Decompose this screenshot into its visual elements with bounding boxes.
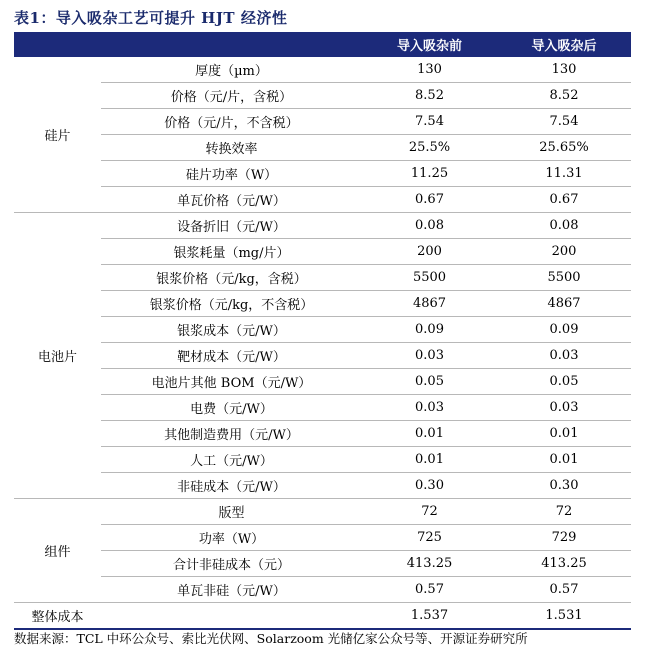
table-row <box>14 317 631 343</box>
table-row <box>14 57 631 83</box>
value-after: 25.65% <box>497 135 631 161</box>
header-after: 导入吸杂后 <box>497 32 631 57</box>
row-item: 人工（元/W） <box>101 447 362 473</box>
value-after: 0.09 <box>497 317 631 343</box>
row-item: 版型 <box>101 499 362 525</box>
table-row <box>14 473 631 499</box>
value-before: 0.67 <box>362 187 497 213</box>
row-item: 价格（元/片，不含税） <box>101 109 362 135</box>
table-row <box>14 551 631 577</box>
table-row <box>14 577 631 603</box>
value-before: 0.03 <box>362 395 497 421</box>
value-after: 0.03 <box>497 343 631 369</box>
table-row <box>14 421 631 447</box>
value-before: 0.09 <box>362 317 497 343</box>
table-title: 表1：导入吸杂工艺可提升 HJT 经济性 <box>14 9 288 27</box>
value-before: 0.08 <box>362 213 497 239</box>
header-before: 导入吸杂前 <box>362 32 497 57</box>
value-after: 0.01 <box>497 447 631 473</box>
row-item: 银浆价格（元/kg，含税） <box>101 265 362 291</box>
row-item: 单瓦价格（元/W） <box>101 187 362 213</box>
value-before: 5500 <box>362 265 497 291</box>
value-after: 0.30 <box>497 473 631 499</box>
cost-table <box>14 32 631 630</box>
value-before: 200 <box>362 239 497 265</box>
source-note: 数据来源：TCL 中环公众号、索比光伏网、Solarzoom 光储亿家公众号等、开源证券研究所 <box>14 631 528 646</box>
row-item: 银浆耗量（mg/片） <box>101 239 362 265</box>
total-before: 1.537 <box>362 603 497 630</box>
row-item: 非硅成本（元/W） <box>101 473 362 499</box>
total-row <box>14 603 631 630</box>
value-after: 0.57 <box>497 577 631 603</box>
value-before: 0.01 <box>362 421 497 447</box>
value-before: 7.54 <box>362 109 497 135</box>
table-row <box>14 525 631 551</box>
group-label: 组件 <box>14 499 101 603</box>
value-before: 0.57 <box>362 577 497 603</box>
group-label: 电池片 <box>14 213 101 499</box>
value-before: 0.03 <box>362 343 497 369</box>
row-item: 转换效率 <box>101 135 362 161</box>
value-before: 4867 <box>362 291 497 317</box>
value-before: 8.52 <box>362 83 497 109</box>
table-row <box>14 135 631 161</box>
row-item: 功率（W） <box>101 525 362 551</box>
header-row <box>14 32 631 57</box>
value-after: 729 <box>497 525 631 551</box>
row-item: 银浆成本（元/W） <box>101 317 362 343</box>
row-item: 厚度（µm） <box>101 57 362 83</box>
value-after: 11.31 <box>497 161 631 187</box>
row-item: 银浆价格（元/kg，不含税） <box>101 291 362 317</box>
value-before: 25.5% <box>362 135 497 161</box>
value-after: 4867 <box>497 291 631 317</box>
row-item: 电费（元/W） <box>101 395 362 421</box>
row-item: 合计非硅成本（元） <box>101 551 362 577</box>
table-row <box>14 395 631 421</box>
table-row <box>14 291 631 317</box>
total-after: 1.531 <box>497 603 631 630</box>
value-before: 72 <box>362 499 497 525</box>
row-item: 靶材成本（元/W） <box>101 343 362 369</box>
row-item: 设备折旧（元/W） <box>101 213 362 239</box>
table-row <box>14 109 631 135</box>
table-row <box>14 343 631 369</box>
value-after: 0.01 <box>497 421 631 447</box>
value-before: 0.01 <box>362 447 497 473</box>
value-after: 0.08 <box>497 213 631 239</box>
value-before: 725 <box>362 525 497 551</box>
table-row <box>14 265 631 291</box>
value-after: 7.54 <box>497 109 631 135</box>
value-before: 0.30 <box>362 473 497 499</box>
value-after: 130 <box>497 57 631 83</box>
value-after: 8.52 <box>497 83 631 109</box>
table-row <box>14 369 631 395</box>
table-row <box>14 187 631 213</box>
value-before: 0.05 <box>362 369 497 395</box>
row-item: 单瓦非硅（元/W） <box>101 577 362 603</box>
total-label: 整体成本 <box>14 603 101 630</box>
row-item: 其他制造费用（元/W） <box>101 421 362 447</box>
table-row <box>14 499 631 525</box>
total-blank <box>101 603 362 630</box>
value-after: 5500 <box>497 265 631 291</box>
header-blank-item <box>101 32 362 57</box>
value-after: 0.05 <box>497 369 631 395</box>
table-row <box>14 213 631 239</box>
value-after: 200 <box>497 239 631 265</box>
table-row <box>14 447 631 473</box>
table-row <box>14 161 631 187</box>
header-blank-group <box>14 32 101 57</box>
value-after: 413.25 <box>497 551 631 577</box>
value-before: 413.25 <box>362 551 497 577</box>
value-before: 130 <box>362 57 497 83</box>
table-row <box>14 239 631 265</box>
value-after: 0.67 <box>497 187 631 213</box>
group-label: 硅片 <box>14 57 101 213</box>
row-item: 价格（元/片，含税） <box>101 83 362 109</box>
value-after: 72 <box>497 499 631 525</box>
row-item: 电池片其他 BOM（元/W） <box>101 369 362 395</box>
table-row <box>14 83 631 109</box>
value-after: 0.03 <box>497 395 631 421</box>
row-item: 硅片功率（W） <box>101 161 362 187</box>
value-before: 11.25 <box>362 161 497 187</box>
